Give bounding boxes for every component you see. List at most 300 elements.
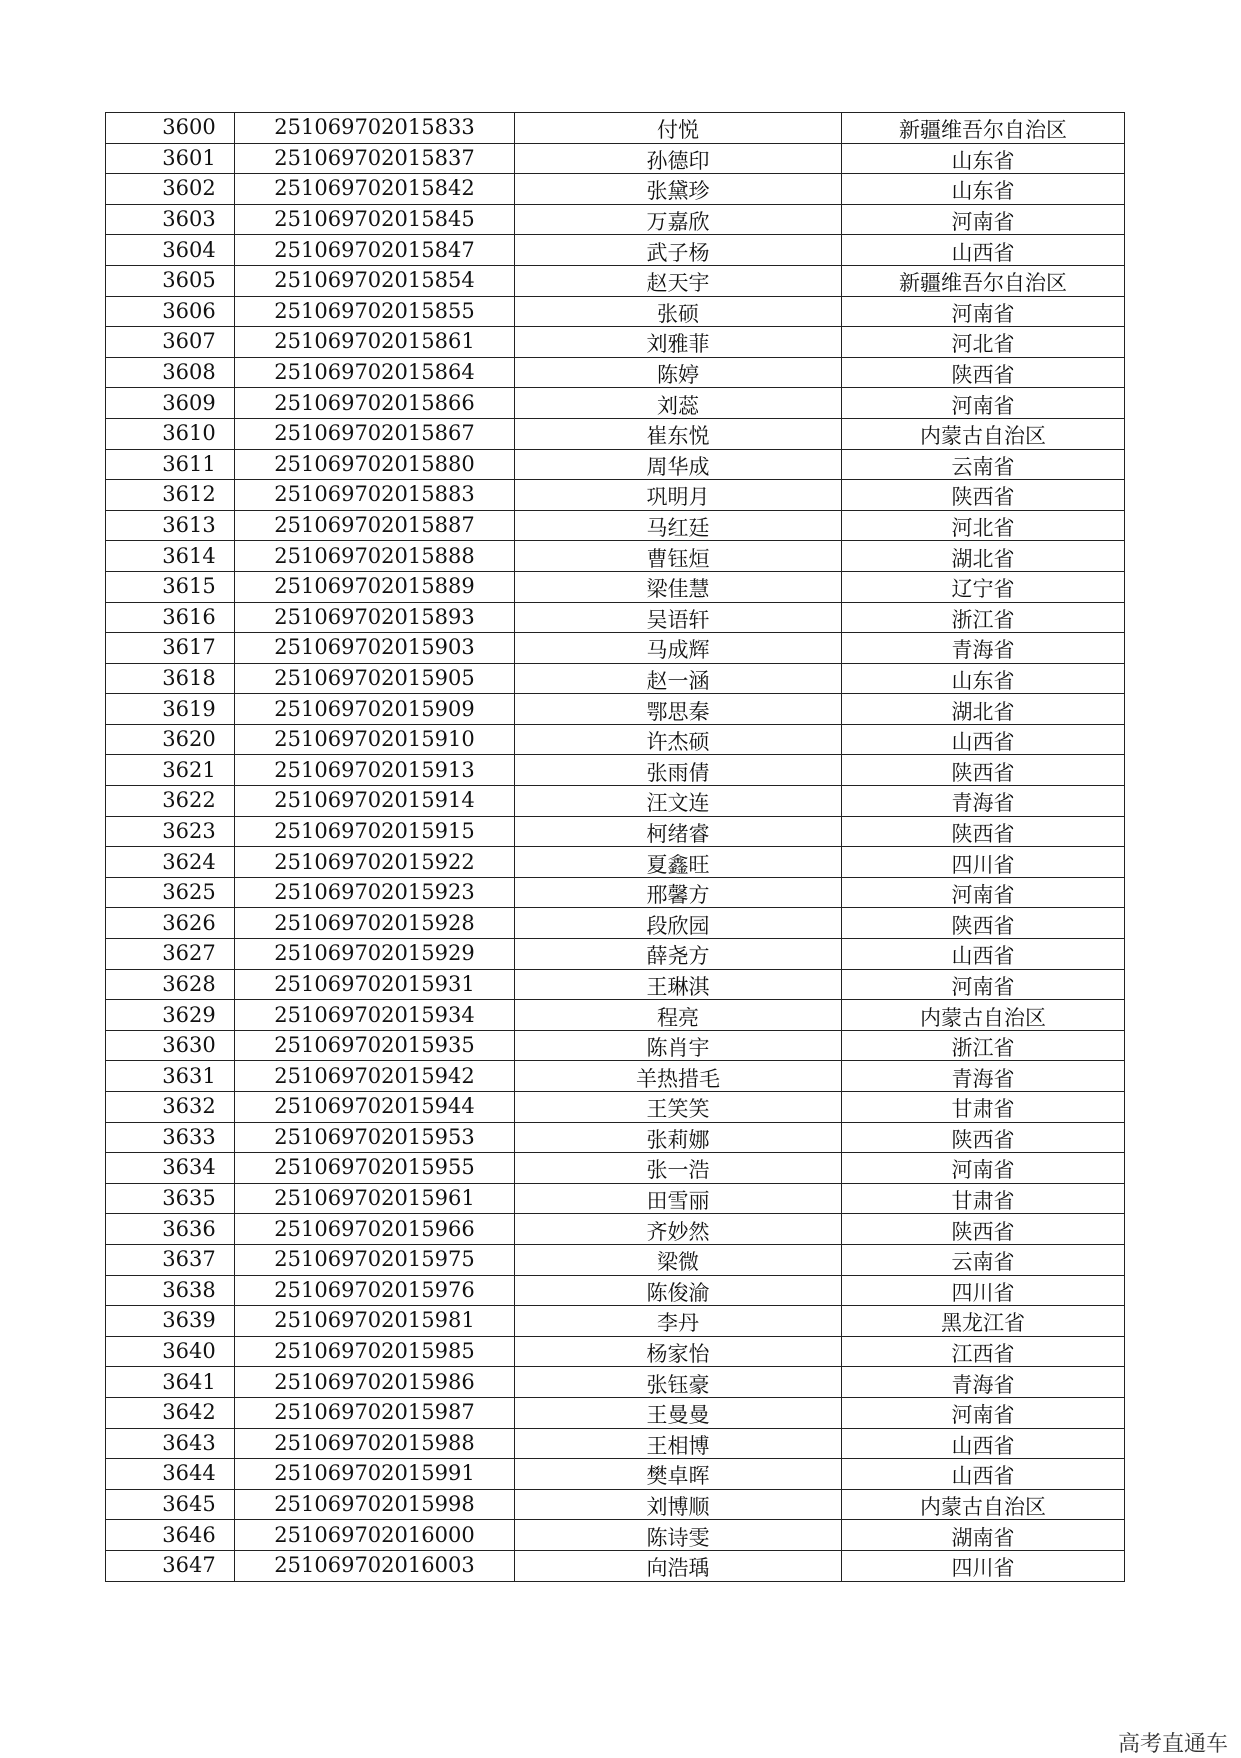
name-cell xyxy=(515,1092,842,1123)
province-text: 新疆维吾尔自治区 xyxy=(899,271,1067,296)
name-cell xyxy=(515,1397,842,1428)
candidate-id-cell xyxy=(235,357,515,388)
seq-number-cell xyxy=(106,480,235,511)
table-row xyxy=(106,235,1125,266)
candidate-id-text: 251069702015854 xyxy=(274,268,475,293)
table-row xyxy=(106,939,1125,970)
candidate-id-cell xyxy=(235,1520,515,1551)
province-cell xyxy=(842,1030,1125,1061)
table-row xyxy=(106,388,1125,419)
seq-number-text: 3617 xyxy=(162,635,216,660)
name-text: 陈诗雯 xyxy=(646,1525,710,1550)
province-cell xyxy=(842,235,1125,266)
candidate-id-cell xyxy=(235,571,515,602)
seq-number-text: 3604 xyxy=(162,237,216,262)
province-text: 青海省 xyxy=(951,1372,1015,1397)
name-text: 王笑笑 xyxy=(646,1097,710,1122)
candidate-id-cell xyxy=(235,113,515,144)
candidate-id-text: 251069702015914 xyxy=(274,788,475,813)
candidate-id-text: 251069702015905 xyxy=(274,665,475,690)
candidate-id-cell xyxy=(235,1397,515,1428)
seq-number-text: 3619 xyxy=(162,696,216,721)
name-text: 夏鑫旺 xyxy=(646,852,710,877)
province-cell xyxy=(842,357,1125,388)
table-row xyxy=(106,847,1125,878)
name-cell xyxy=(515,1459,842,1490)
name-text: 李丹 xyxy=(657,1311,699,1336)
province-cell xyxy=(842,1397,1125,1428)
province-text: 山西省 xyxy=(951,730,1015,755)
candidate-id-cell xyxy=(235,418,515,449)
table-row xyxy=(106,480,1125,511)
seq-number-text: 3601 xyxy=(162,145,216,170)
candidate-id-text: 251069702015998 xyxy=(274,1492,475,1517)
seq-number-cell xyxy=(106,1459,235,1490)
province-cell xyxy=(842,571,1125,602)
seq-number-cell xyxy=(106,694,235,725)
candidate-id-text: 251069702015845 xyxy=(274,207,475,232)
seq-number-text: 3610 xyxy=(162,421,216,446)
province-text: 山西省 xyxy=(951,1433,1015,1458)
province-text: 山西省 xyxy=(951,240,1015,265)
name-cell xyxy=(515,1061,842,1092)
name-cell xyxy=(515,1122,842,1153)
seq-number-text: 3644 xyxy=(162,1461,216,1486)
seq-number-cell xyxy=(106,1489,235,1520)
province-cell xyxy=(842,694,1125,725)
table-row xyxy=(106,265,1125,296)
seq-number-text: 3613 xyxy=(162,513,216,538)
table-row xyxy=(106,877,1125,908)
seq-number-cell xyxy=(106,1275,235,1306)
candidate-id-cell xyxy=(235,1122,515,1153)
seq-number-cell xyxy=(106,174,235,205)
table-row xyxy=(106,174,1125,205)
province-text: 青海省 xyxy=(951,1066,1015,1091)
name-text: 鄂思秦 xyxy=(646,699,710,724)
name-cell xyxy=(515,1244,842,1275)
name-cell xyxy=(515,1275,842,1306)
name-cell xyxy=(515,541,842,572)
table-row xyxy=(106,449,1125,480)
table-row xyxy=(106,357,1125,388)
name-text: 赵天宇 xyxy=(646,271,710,296)
table-row xyxy=(106,1061,1125,1092)
seq-number-text: 3606 xyxy=(162,298,216,323)
province-text: 青海省 xyxy=(951,638,1015,663)
name-cell xyxy=(515,816,842,847)
candidate-id-text: 251069702015887 xyxy=(274,513,475,538)
name-cell xyxy=(515,633,842,664)
table-row xyxy=(106,418,1125,449)
candidate-id-text: 251069702015889 xyxy=(274,574,475,599)
province-cell xyxy=(842,1550,1125,1581)
candidate-id-cell xyxy=(235,816,515,847)
name-text: 张黛珍 xyxy=(646,179,710,204)
province-text: 内蒙古自治区 xyxy=(920,424,1046,449)
table-row xyxy=(106,327,1125,358)
candidate-id-cell xyxy=(235,449,515,480)
province-cell xyxy=(842,939,1125,970)
province-text: 山东省 xyxy=(951,148,1015,173)
seq-number-text: 3635 xyxy=(162,1186,216,1211)
seq-number-text: 3646 xyxy=(162,1522,216,1547)
seq-number-text: 3625 xyxy=(162,880,216,905)
province-text: 湖南省 xyxy=(951,1525,1015,1550)
province-text: 甘肃省 xyxy=(951,1097,1015,1122)
table-row xyxy=(106,908,1125,939)
seq-number-cell xyxy=(106,1428,235,1459)
province-cell xyxy=(842,969,1125,1000)
seq-number-cell xyxy=(106,357,235,388)
seq-number-text: 3631 xyxy=(162,1063,216,1088)
candidate-id-cell xyxy=(235,755,515,786)
name-cell xyxy=(515,327,842,358)
province-text: 山东省 xyxy=(951,179,1015,204)
candidate-id-text: 251069702015866 xyxy=(274,390,475,415)
seq-number-cell xyxy=(106,204,235,235)
table-row xyxy=(106,1489,1125,1520)
candidate-id-cell xyxy=(235,724,515,755)
table-row xyxy=(106,694,1125,725)
seq-number-text: 3621 xyxy=(162,757,216,782)
candidate-id-text: 251069702015953 xyxy=(274,1124,475,1149)
table-row xyxy=(106,663,1125,694)
candidate-id-cell xyxy=(235,235,515,266)
seq-number-text: 3639 xyxy=(162,1308,216,1333)
province-cell xyxy=(842,786,1125,817)
candidate-id-cell xyxy=(235,1214,515,1245)
name-text: 刘博顺 xyxy=(646,1495,710,1520)
seq-number-text: 3641 xyxy=(162,1369,216,1394)
province-text: 河南省 xyxy=(951,210,1015,235)
seq-number-cell xyxy=(106,1336,235,1367)
table-row xyxy=(106,786,1125,817)
name-text: 邢馨方 xyxy=(646,883,710,908)
province-cell xyxy=(842,1428,1125,1459)
candidate-id-text: 251069702015922 xyxy=(274,849,475,874)
name-cell xyxy=(515,449,842,480)
candidate-id-text: 251069702015985 xyxy=(274,1339,475,1364)
seq-number-cell xyxy=(106,113,235,144)
name-text: 齐妙然 xyxy=(646,1219,710,1244)
province-cell xyxy=(842,1275,1125,1306)
candidate-id-text: 251069702016000 xyxy=(274,1522,475,1547)
candidate-id-text: 251069702015931 xyxy=(274,971,475,996)
seq-number-cell xyxy=(106,1306,235,1337)
name-cell xyxy=(515,510,842,541)
candidate-id-cell xyxy=(235,877,515,908)
candidate-id-cell xyxy=(235,1000,515,1031)
seq-number-text: 3634 xyxy=(162,1155,216,1180)
seq-number-cell xyxy=(106,143,235,174)
name-text: 王琳淇 xyxy=(646,974,710,999)
name-text: 张钰豪 xyxy=(646,1372,710,1397)
candidate-id-text: 251069702015934 xyxy=(274,1002,475,1027)
seq-number-cell xyxy=(106,816,235,847)
name-text: 杨家怡 xyxy=(646,1342,710,1367)
candidate-id-text: 251069702015944 xyxy=(274,1094,475,1119)
candidate-id-text: 251069702015833 xyxy=(274,115,475,140)
candidate-id-cell xyxy=(235,786,515,817)
seq-number-text: 3647 xyxy=(162,1553,216,1578)
candidate-id-cell xyxy=(235,174,515,205)
watermark-text: 高考直通车 xyxy=(1118,1732,1229,1757)
candidate-id-cell xyxy=(235,388,515,419)
name-text: 陈肖宇 xyxy=(646,1036,710,1061)
seq-number-text: 3645 xyxy=(162,1492,216,1517)
name-cell xyxy=(515,663,842,694)
candidate-id-text: 251069702015903 xyxy=(274,635,475,660)
candidate-id-text: 251069702015935 xyxy=(274,1033,475,1058)
seq-number-cell xyxy=(106,1550,235,1581)
seq-number-cell xyxy=(106,602,235,633)
candidate-id-cell xyxy=(235,1092,515,1123)
candidate-id-cell xyxy=(235,143,515,174)
seq-number-cell xyxy=(106,1092,235,1123)
table-row xyxy=(106,1244,1125,1275)
seq-number-cell xyxy=(106,939,235,970)
table-row xyxy=(106,1306,1125,1337)
seq-number-text: 3642 xyxy=(162,1400,216,1425)
province-text: 河南省 xyxy=(951,301,1015,326)
seq-number-cell xyxy=(106,1367,235,1398)
seq-number-cell xyxy=(106,847,235,878)
name-cell xyxy=(515,1306,842,1337)
candidate-id-text: 251069702015864 xyxy=(274,360,475,385)
province-text: 河南省 xyxy=(951,974,1015,999)
seq-number-cell xyxy=(106,1061,235,1092)
seq-number-text: 3602 xyxy=(162,176,216,201)
candidate-id-text: 251069702015966 xyxy=(274,1216,475,1241)
name-cell xyxy=(515,1336,842,1367)
province-cell xyxy=(842,847,1125,878)
province-cell xyxy=(842,724,1125,755)
candidate-id-cell xyxy=(235,296,515,327)
seq-number-cell xyxy=(106,296,235,327)
province-cell xyxy=(842,510,1125,541)
name-cell xyxy=(515,1214,842,1245)
candidate-id-text: 251069702015867 xyxy=(274,421,475,446)
seq-number-text: 3643 xyxy=(162,1430,216,1455)
province-text: 黑龙江省 xyxy=(941,1311,1025,1336)
seq-number-cell xyxy=(106,1000,235,1031)
name-cell xyxy=(515,357,842,388)
table-row xyxy=(106,816,1125,847)
seq-number-cell xyxy=(106,571,235,602)
candidate-id-text: 251069702015976 xyxy=(274,1277,475,1302)
name-cell xyxy=(515,235,842,266)
province-cell xyxy=(842,908,1125,939)
candidate-id-text: 251069702015909 xyxy=(274,696,475,721)
name-text: 马红廷 xyxy=(646,516,710,541)
province-cell xyxy=(842,1153,1125,1184)
candidate-id-text: 251069702015942 xyxy=(274,1063,475,1088)
name-cell xyxy=(515,1367,842,1398)
candidate-id-cell xyxy=(235,1183,515,1214)
name-text: 巩明月 xyxy=(646,485,710,510)
candidate-id-text: 251069702015910 xyxy=(274,727,475,752)
name-text: 周华成 xyxy=(646,454,710,479)
table-row xyxy=(106,1397,1125,1428)
candidate-id-text: 251069702015975 xyxy=(274,1247,475,1272)
seq-number-cell xyxy=(106,541,235,572)
candidate-id-text: 251069702015855 xyxy=(274,298,475,323)
province-text: 陕西省 xyxy=(951,363,1015,388)
candidate-id-text: 251069702015988 xyxy=(274,1430,475,1455)
name-text: 刘雅菲 xyxy=(646,332,710,357)
province-cell xyxy=(842,1459,1125,1490)
province-cell xyxy=(842,602,1125,633)
name-text: 刘蕊 xyxy=(657,393,699,418)
name-text: 付悦 xyxy=(657,118,699,143)
name-text: 梁微 xyxy=(657,1250,699,1275)
province-cell xyxy=(842,449,1125,480)
table-row xyxy=(106,113,1125,144)
candidate-id-text: 251069702015981 xyxy=(274,1308,475,1333)
name-cell xyxy=(515,602,842,633)
province-text: 内蒙古自治区 xyxy=(920,1495,1046,1520)
seq-number-text: 3615 xyxy=(162,574,216,599)
name-cell xyxy=(515,724,842,755)
candidate-id-cell xyxy=(235,847,515,878)
name-cell xyxy=(515,174,842,205)
seq-number-text: 3629 xyxy=(162,1002,216,1027)
name-text: 许杰硕 xyxy=(646,730,710,755)
seq-number-cell xyxy=(106,1520,235,1551)
name-cell xyxy=(515,939,842,970)
candidate-id-cell xyxy=(235,1336,515,1367)
candidate-id-cell xyxy=(235,265,515,296)
name-cell xyxy=(515,847,842,878)
seq-number-text: 3622 xyxy=(162,788,216,813)
seq-number-text: 3626 xyxy=(162,910,216,935)
table-row xyxy=(106,1122,1125,1153)
province-text: 河南省 xyxy=(951,393,1015,418)
province-text: 甘肃省 xyxy=(951,1189,1015,1214)
table-row xyxy=(106,633,1125,664)
province-cell xyxy=(842,265,1125,296)
seq-number-text: 3616 xyxy=(162,604,216,629)
province-cell xyxy=(842,1244,1125,1275)
table-row xyxy=(106,143,1125,174)
candidate-id-cell xyxy=(235,1153,515,1184)
candidate-id-text: 251069702015929 xyxy=(274,941,475,966)
candidate-id-cell xyxy=(235,1489,515,1520)
candidate-id-cell xyxy=(235,663,515,694)
province-text: 山东省 xyxy=(951,668,1015,693)
province-text: 浙江省 xyxy=(951,607,1015,632)
seq-number-text: 3612 xyxy=(162,482,216,507)
seq-number-text: 3607 xyxy=(162,329,216,354)
candidate-id-text: 251069702015986 xyxy=(274,1369,475,1394)
seq-number-text: 3600 xyxy=(162,115,216,140)
province-cell xyxy=(842,1183,1125,1214)
province-text: 陕西省 xyxy=(951,1219,1015,1244)
seq-number-text: 3618 xyxy=(162,665,216,690)
candidate-id-cell xyxy=(235,1428,515,1459)
name-text: 王相博 xyxy=(646,1433,710,1458)
table-row xyxy=(106,1550,1125,1581)
table-row xyxy=(106,1459,1125,1490)
seq-number-text: 3608 xyxy=(162,360,216,385)
name-cell xyxy=(515,480,842,511)
province-text: 湖北省 xyxy=(951,699,1015,724)
seq-number-cell xyxy=(106,633,235,664)
seq-number-text: 3603 xyxy=(162,207,216,232)
name-cell xyxy=(515,1000,842,1031)
seq-number-text: 3609 xyxy=(162,390,216,415)
seq-number-text: 3627 xyxy=(162,941,216,966)
candidate-id-text: 251069702015883 xyxy=(274,482,475,507)
province-cell xyxy=(842,541,1125,572)
name-text: 段欣园 xyxy=(646,913,710,938)
province-text: 陕西省 xyxy=(951,1127,1015,1152)
table-row xyxy=(106,1520,1125,1551)
name-text: 薛尧方 xyxy=(646,944,710,969)
province-cell xyxy=(842,1306,1125,1337)
name-text: 羊热措毛 xyxy=(636,1066,720,1091)
name-cell xyxy=(515,265,842,296)
name-cell xyxy=(515,1520,842,1551)
province-text: 河北省 xyxy=(951,332,1015,357)
candidate-id-cell xyxy=(235,1550,515,1581)
seq-number-cell xyxy=(106,1214,235,1245)
table-row xyxy=(106,1000,1125,1031)
table-row xyxy=(106,969,1125,1000)
candidate-id-text: 251069702015847 xyxy=(274,237,475,262)
seq-number-cell xyxy=(106,1397,235,1428)
name-cell xyxy=(515,296,842,327)
province-text: 山西省 xyxy=(951,1464,1015,1489)
province-text: 山西省 xyxy=(951,944,1015,969)
table-row xyxy=(106,1214,1125,1245)
province-cell xyxy=(842,1489,1125,1520)
name-cell xyxy=(515,1183,842,1214)
name-text: 张莉娜 xyxy=(646,1127,710,1152)
province-text: 云南省 xyxy=(951,1250,1015,1275)
candidate-id-text: 251069702015915 xyxy=(274,818,475,843)
seq-number-text: 3633 xyxy=(162,1124,216,1149)
name-cell xyxy=(515,1550,842,1581)
candidate-id-text: 251069702015987 xyxy=(274,1400,475,1425)
seq-number-text: 3624 xyxy=(162,849,216,874)
name-text: 程亮 xyxy=(657,1005,699,1030)
candidate-id-cell xyxy=(235,969,515,1000)
candidate-id-cell xyxy=(235,480,515,511)
candidate-id-cell xyxy=(235,1367,515,1398)
province-text: 河南省 xyxy=(951,1158,1015,1183)
name-cell xyxy=(515,1153,842,1184)
candidate-id-cell xyxy=(235,1306,515,1337)
name-text: 崔东悦 xyxy=(646,424,710,449)
seq-number-cell xyxy=(106,786,235,817)
candidate-id-cell xyxy=(235,939,515,970)
seq-number-cell xyxy=(106,235,235,266)
table-row xyxy=(106,1153,1125,1184)
seq-number-text: 3640 xyxy=(162,1339,216,1364)
province-cell xyxy=(842,480,1125,511)
table-row xyxy=(106,1030,1125,1061)
name-cell xyxy=(515,204,842,235)
name-text: 万嘉欣 xyxy=(646,210,710,235)
province-text: 四川省 xyxy=(951,1280,1015,1305)
province-text: 江西省 xyxy=(951,1342,1015,1367)
table-row xyxy=(106,571,1125,602)
name-cell xyxy=(515,418,842,449)
name-cell xyxy=(515,143,842,174)
name-cell xyxy=(515,877,842,908)
